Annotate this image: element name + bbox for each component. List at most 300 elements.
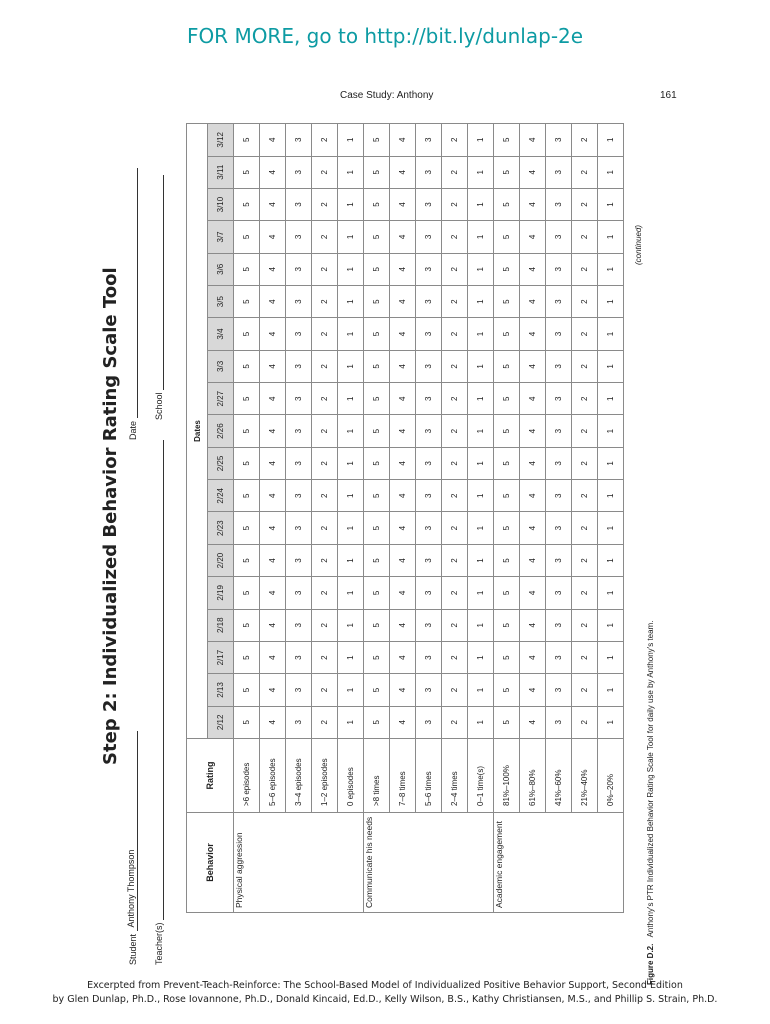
score-cell[interactable]: 4 (520, 544, 546, 576)
score-cell[interactable]: 4 (260, 156, 286, 188)
score-cell[interactable]: 2 (442, 318, 468, 350)
score-cell[interactable]: 1 (468, 415, 494, 447)
score-cell[interactable]: 5 (494, 350, 520, 382)
score-cell[interactable]: 5 (494, 415, 520, 447)
figure-label: Figure D.2. (646, 943, 655, 985)
score-cell[interactable]: 1 (598, 415, 624, 447)
score-cell[interactable]: 5 (364, 609, 390, 641)
score-cell[interactable]: 4 (520, 577, 546, 609)
score-cell[interactable]: 4 (520, 641, 546, 673)
score-cell[interactable]: 2 (572, 544, 598, 576)
score-cell[interactable]: 5 (364, 674, 390, 706)
score-cell[interactable]: 4 (390, 674, 416, 706)
score-cell[interactable]: 5 (234, 350, 260, 382)
score-cell[interactable]: 5 (234, 609, 260, 641)
footer-line-2: by Glen Dunlap, Ph.D., Rose Iovannone, Ph.D., Donald Kincaid, Ed.D., Kelly Wilson, B.S., Kathy Christiansen, M.S., and Phillip S. Strain, Ph.D. (52, 994, 718, 1005)
score-cell[interactable]: 5 (494, 156, 520, 188)
score-cell[interactable]: 3 (286, 318, 312, 350)
score-cell[interactable]: 4 (260, 480, 286, 512)
score-cell[interactable]: 3 (416, 447, 442, 479)
score-cell[interactable]: 1 (598, 383, 624, 415)
score-cell[interactable]: 4 (260, 221, 286, 253)
score-cell[interactable]: 2 (312, 221, 338, 253)
score-cell[interactable]: 3 (416, 577, 442, 609)
score-cell[interactable]: 3 (546, 318, 572, 350)
score-cell[interactable]: 3 (416, 188, 442, 220)
score-cell[interactable]: 5 (234, 285, 260, 317)
score-cell[interactable]: 4 (520, 156, 546, 188)
score-cell[interactable]: 4 (260, 609, 286, 641)
score-cell[interactable]: 4 (390, 577, 416, 609)
score-cell[interactable]: 4 (260, 285, 286, 317)
score-cell[interactable]: 1 (598, 609, 624, 641)
score-cell[interactable]: 1 (338, 124, 364, 157)
score-cell[interactable]: 1 (468, 544, 494, 576)
score-cell[interactable]: 3 (286, 124, 312, 157)
score-cell[interactable]: 4 (260, 383, 286, 415)
score-cell[interactable]: 5 (234, 706, 260, 738)
score-cell[interactable]: 4 (390, 447, 416, 479)
score-cell[interactable]: 3 (546, 674, 572, 706)
score-cell[interactable]: 2 (312, 480, 338, 512)
score-cell[interactable]: 2 (442, 415, 468, 447)
score-cell[interactable]: 3 (416, 124, 442, 157)
score-cell[interactable]: 2 (442, 124, 468, 157)
score-cell[interactable]: 4 (260, 706, 286, 738)
score-cell[interactable]: 3 (546, 221, 572, 253)
score-cell[interactable]: 4 (260, 544, 286, 576)
score-cell[interactable]: 1 (468, 480, 494, 512)
score-cell[interactable]: 4 (520, 350, 546, 382)
score-cell[interactable]: 3 (286, 253, 312, 285)
score-cell[interactable]: 2 (312, 350, 338, 382)
score-cell[interactable]: 2 (312, 447, 338, 479)
score-cell[interactable]: 1 (598, 544, 624, 576)
score-cell[interactable]: 3 (546, 383, 572, 415)
score-cell[interactable]: 2 (572, 577, 598, 609)
score-cell[interactable]: 1 (338, 318, 364, 350)
score-cell[interactable]: 1 (598, 188, 624, 220)
score-cell[interactable]: 1 (598, 480, 624, 512)
score-cell[interactable]: 1 (598, 285, 624, 317)
score-cell[interactable]: 3 (416, 674, 442, 706)
score-cell[interactable]: 5 (494, 512, 520, 544)
score-cell[interactable]: 2 (312, 706, 338, 738)
table-row (260, 124, 286, 913)
score-cell[interactable]: 2 (442, 544, 468, 576)
score-cell[interactable]: 4 (520, 609, 546, 641)
score-cell[interactable]: 5 (364, 285, 390, 317)
score-cell[interactable]: 5 (494, 544, 520, 576)
score-cell[interactable]: 3 (546, 544, 572, 576)
score-cell[interactable]: 5 (364, 156, 390, 188)
score-cell[interactable]: 5 (494, 188, 520, 220)
score-cell[interactable]: 1 (598, 124, 624, 157)
score-cell[interactable]: 2 (442, 253, 468, 285)
score-cell[interactable]: 2 (442, 512, 468, 544)
score-cell[interactable]: 5 (494, 609, 520, 641)
score-cell[interactable]: 3 (416, 221, 442, 253)
score-cell[interactable]: 2 (312, 674, 338, 706)
score-cell[interactable]: 5 (234, 577, 260, 609)
score-cell[interactable]: 1 (468, 641, 494, 673)
score-cell[interactable]: 1 (338, 512, 364, 544)
date-header-cell: 3/10 (208, 188, 234, 220)
score-cell[interactable]: 5 (494, 253, 520, 285)
score-cell[interactable]: 4 (260, 188, 286, 220)
score-cell[interactable]: 5 (364, 124, 390, 157)
score-cell[interactable]: 2 (572, 318, 598, 350)
score-cell[interactable]: 2 (312, 285, 338, 317)
score-cell[interactable]: 1 (598, 318, 624, 350)
score-cell[interactable]: 4 (520, 383, 546, 415)
score-cell[interactable]: 3 (416, 350, 442, 382)
score-cell[interactable]: 1 (468, 577, 494, 609)
score-cell[interactable]: 3 (416, 512, 442, 544)
score-cell[interactable]: 4 (520, 674, 546, 706)
score-cell[interactable]: 4 (390, 641, 416, 673)
score-cell[interactable]: 5 (364, 641, 390, 673)
score-cell[interactable]: 3 (416, 415, 442, 447)
score-cell[interactable]: 5 (234, 318, 260, 350)
score-cell[interactable]: 3 (416, 480, 442, 512)
score-cell[interactable]: 3 (416, 285, 442, 317)
score-cell[interactable]: 3 (286, 641, 312, 673)
score-cell[interactable]: 4 (390, 415, 416, 447)
score-cell[interactable]: 1 (468, 253, 494, 285)
score-cell[interactable]: 4 (520, 221, 546, 253)
score-cell[interactable]: 4 (390, 253, 416, 285)
score-cell[interactable]: 2 (442, 383, 468, 415)
score-cell[interactable]: 5 (234, 674, 260, 706)
score-cell[interactable]: 5 (234, 480, 260, 512)
score-cell[interactable]: 2 (312, 383, 338, 415)
score-cell[interactable]: 4 (260, 253, 286, 285)
score-cell[interactable]: 5 (494, 383, 520, 415)
score-cell[interactable]: 4 (260, 124, 286, 157)
score-cell[interactable]: 5 (364, 512, 390, 544)
score-cell[interactable]: 2 (442, 609, 468, 641)
score-cell[interactable]: 5 (364, 383, 390, 415)
score-cell[interactable]: 3 (286, 415, 312, 447)
score-cell[interactable]: 1 (598, 512, 624, 544)
score-cell[interactable]: 2 (312, 188, 338, 220)
score-cell[interactable]: 4 (260, 577, 286, 609)
date-field (126, 168, 138, 440)
score-cell[interactable]: 2 (312, 641, 338, 673)
score-cell[interactable]: 4 (260, 512, 286, 544)
score-cell[interactable]: 2 (312, 156, 338, 188)
score-cell[interactable]: 3 (546, 447, 572, 479)
score-cell[interactable]: 3 (286, 609, 312, 641)
score-cell[interactable]: 1 (338, 415, 364, 447)
score-cell[interactable]: 1 (338, 447, 364, 479)
score-cell[interactable]: 1 (338, 285, 364, 317)
score-cell[interactable]: 4 (520, 253, 546, 285)
score-cell[interactable]: 5 (234, 188, 260, 220)
score-cell[interactable]: 4 (520, 447, 546, 479)
score-cell[interactable]: 4 (260, 318, 286, 350)
score-cell[interactable]: 1 (468, 124, 494, 157)
score-cell[interactable]: 1 (468, 188, 494, 220)
score-cell[interactable]: 2 (572, 188, 598, 220)
score-cell[interactable]: 5 (494, 577, 520, 609)
score-cell[interactable]: 2 (442, 188, 468, 220)
score-cell[interactable]: 1 (468, 706, 494, 738)
score-cell[interactable]: 1 (598, 221, 624, 253)
score-cell[interactable]: 1 (468, 512, 494, 544)
score-cell[interactable]: 1 (598, 706, 624, 738)
score-cell[interactable]: 2 (312, 415, 338, 447)
score-cell[interactable]: 1 (338, 350, 364, 382)
score-cell[interactable]: 4 (390, 383, 416, 415)
score-cell[interactable]: 3 (286, 285, 312, 317)
score-cell[interactable]: 2 (572, 285, 598, 317)
score-cell[interactable]: 4 (390, 609, 416, 641)
score-cell[interactable]: 2 (572, 156, 598, 188)
behavior-name-cell: Academic engagement (494, 813, 624, 913)
score-cell[interactable]: 4 (520, 706, 546, 738)
score-cell[interactable]: 5 (494, 706, 520, 738)
score-cell[interactable]: 5 (364, 188, 390, 220)
date-header-cell: 2/24 (208, 480, 234, 512)
score-cell[interactable]: 1 (338, 221, 364, 253)
score-cell[interactable]: 4 (520, 512, 546, 544)
score-cell[interactable]: 3 (546, 188, 572, 220)
score-cell[interactable]: 4 (520, 480, 546, 512)
score-cell[interactable]: 1 (468, 221, 494, 253)
score-cell[interactable]: 5 (364, 415, 390, 447)
score-cell[interactable]: 4 (390, 124, 416, 157)
score-cell[interactable]: 2 (442, 577, 468, 609)
score-cell[interactable]: 2 (442, 641, 468, 673)
score-cell[interactable]: 3 (546, 415, 572, 447)
score-cell[interactable]: 3 (416, 318, 442, 350)
score-cell[interactable]: 1 (468, 156, 494, 188)
score-cell[interactable]: 5 (234, 253, 260, 285)
score-cell[interactable]: 4 (390, 318, 416, 350)
score-cell[interactable]: 3 (546, 480, 572, 512)
score-cell[interactable]: 1 (468, 318, 494, 350)
score-cell[interactable]: 4 (390, 544, 416, 576)
score-cell[interactable]: 4 (520, 318, 546, 350)
score-cell[interactable]: 2 (572, 350, 598, 382)
score-cell[interactable]: 2 (442, 674, 468, 706)
score-cell[interactable]: 4 (260, 415, 286, 447)
rating-table (186, 123, 624, 913)
rating-label-cell: 5–6 times (416, 739, 442, 813)
score-cell[interactable]: 3 (546, 124, 572, 157)
score-cell[interactable]: 5 (364, 544, 390, 576)
score-cell[interactable]: 5 (364, 447, 390, 479)
score-cell[interactable]: 2 (442, 480, 468, 512)
score-cell[interactable]: 1 (468, 674, 494, 706)
score-cell[interactable]: 1 (338, 480, 364, 512)
score-cell[interactable]: 1 (598, 253, 624, 285)
score-cell[interactable]: 2 (572, 415, 598, 447)
score-cell[interactable]: 2 (572, 383, 598, 415)
score-cell[interactable]: 2 (572, 447, 598, 479)
score-cell[interactable]: 2 (572, 221, 598, 253)
score-cell[interactable]: 4 (260, 447, 286, 479)
score-cell[interactable]: 3 (546, 706, 572, 738)
table-row (598, 124, 624, 913)
score-cell[interactable]: 3 (546, 253, 572, 285)
score-cell[interactable]: 3 (286, 447, 312, 479)
score-cell[interactable]: 5 (364, 253, 390, 285)
score-cell[interactable]: 5 (494, 674, 520, 706)
score-cell[interactable]: 4 (390, 350, 416, 382)
score-cell[interactable]: 1 (598, 350, 624, 382)
score-cell[interactable]: 2 (442, 706, 468, 738)
score-cell[interactable]: 3 (416, 156, 442, 188)
score-cell[interactable]: 3 (286, 383, 312, 415)
score-cell[interactable]: 5 (364, 221, 390, 253)
score-cell[interactable]: 3 (286, 544, 312, 576)
score-cell[interactable]: 4 (260, 674, 286, 706)
table-row (364, 124, 390, 913)
score-cell[interactable]: 5 (364, 706, 390, 738)
score-cell[interactable]: 2 (442, 221, 468, 253)
score-cell[interactable]: 5 (234, 383, 260, 415)
score-cell[interactable]: 5 (234, 156, 260, 188)
score-cell[interactable]: 3 (286, 706, 312, 738)
score-cell[interactable]: 3 (286, 188, 312, 220)
score-cell[interactable]: 5 (234, 221, 260, 253)
score-cell[interactable]: 2 (572, 706, 598, 738)
score-cell[interactable]: 1 (468, 285, 494, 317)
score-cell[interactable]: 5 (364, 318, 390, 350)
score-cell[interactable]: 5 (494, 480, 520, 512)
score-cell[interactable]: 5 (494, 641, 520, 673)
score-cell[interactable]: 5 (234, 124, 260, 157)
score-cell[interactable]: 2 (312, 609, 338, 641)
score-cell[interactable]: 2 (572, 609, 598, 641)
score-cell[interactable]: 2 (312, 512, 338, 544)
score-cell[interactable]: 3 (286, 350, 312, 382)
score-cell[interactable]: 3 (416, 609, 442, 641)
score-cell[interactable]: 4 (260, 350, 286, 382)
score-cell[interactable]: 2 (572, 674, 598, 706)
score-cell[interactable]: 1 (598, 674, 624, 706)
score-cell[interactable]: 3 (416, 253, 442, 285)
score-cell[interactable]: 5 (234, 447, 260, 479)
score-cell[interactable]: 3 (286, 156, 312, 188)
score-cell[interactable]: 5 (234, 512, 260, 544)
score-cell[interactable]: 1 (338, 383, 364, 415)
score-cell[interactable]: 3 (546, 285, 572, 317)
score-cell[interactable]: 3 (286, 674, 312, 706)
score-cell[interactable]: 3 (546, 609, 572, 641)
score-cell[interactable]: 1 (598, 447, 624, 479)
score-cell[interactable]: 1 (338, 577, 364, 609)
score-cell[interactable]: 5 (494, 221, 520, 253)
score-cell[interactable]: 3 (286, 480, 312, 512)
score-cell[interactable]: 1 (468, 350, 494, 382)
score-cell[interactable]: 5 (234, 544, 260, 576)
score-cell[interactable]: 1 (338, 641, 364, 673)
score-cell[interactable]: 2 (442, 350, 468, 382)
score-cell[interactable]: 3 (416, 641, 442, 673)
score-cell[interactable]: 1 (598, 156, 624, 188)
score-cell[interactable]: 2 (572, 512, 598, 544)
score-cell[interactable]: 3 (416, 383, 442, 415)
score-cell[interactable]: 5 (364, 480, 390, 512)
score-cell[interactable]: 1 (598, 641, 624, 673)
score-cell[interactable]: 3 (286, 221, 312, 253)
score-cell[interactable]: 3 (546, 156, 572, 188)
score-cell[interactable]: 2 (572, 253, 598, 285)
score-cell[interactable]: 5 (494, 285, 520, 317)
score-cell[interactable]: 1 (468, 609, 494, 641)
score-cell[interactable]: 2 (312, 124, 338, 157)
score-cell[interactable]: 3 (546, 577, 572, 609)
score-cell[interactable]: 2 (312, 577, 338, 609)
score-cell[interactable]: 4 (390, 188, 416, 220)
score-cell[interactable]: 3 (546, 641, 572, 673)
score-cell[interactable]: 1 (338, 188, 364, 220)
score-cell[interactable]: 4 (520, 415, 546, 447)
score-cell[interactable]: 2 (442, 285, 468, 317)
score-cell[interactable]: 1 (338, 156, 364, 188)
score-cell[interactable]: 1 (468, 383, 494, 415)
score-cell[interactable]: 1 (598, 577, 624, 609)
score-cell[interactable]: 5 (494, 124, 520, 157)
score-cell[interactable]: 1 (338, 706, 364, 738)
score-cell[interactable]: 3 (416, 706, 442, 738)
score-cell[interactable]: 1 (338, 544, 364, 576)
score-cell[interactable]: 2 (572, 480, 598, 512)
score-cell[interactable]: 4 (390, 480, 416, 512)
score-cell[interactable]: 2 (312, 318, 338, 350)
score-cell[interactable]: 4 (520, 188, 546, 220)
date-header-cell: 2/18 (208, 609, 234, 641)
score-cell[interactable]: 3 (416, 544, 442, 576)
score-cell[interactable]: 4 (520, 285, 546, 317)
school-field (152, 175, 164, 420)
score-cell[interactable]: 2 (572, 641, 598, 673)
score-cell[interactable]: 5 (234, 415, 260, 447)
score-cell[interactable]: 3 (546, 512, 572, 544)
score-cell[interactable]: 3 (286, 512, 312, 544)
score-cell[interactable]: 2 (442, 447, 468, 479)
score-cell[interactable]: 1 (338, 609, 364, 641)
score-cell[interactable]: 3 (546, 350, 572, 382)
score-cell[interactable]: 4 (390, 512, 416, 544)
score-cell[interactable]: 4 (390, 156, 416, 188)
score-cell[interactable]: 4 (390, 706, 416, 738)
date-header-cell: 2/27 (208, 383, 234, 415)
score-cell[interactable]: 5 (494, 447, 520, 479)
score-cell[interactable]: 2 (312, 253, 338, 285)
score-cell[interactable]: 2 (312, 544, 338, 576)
score-cell[interactable]: 5 (234, 641, 260, 673)
score-cell[interactable]: 5 (494, 318, 520, 350)
score-cell[interactable]: 4 (390, 221, 416, 253)
date-header-cell: 3/6 (208, 253, 234, 285)
score-cell[interactable]: 4 (520, 124, 546, 157)
score-cell[interactable]: 1 (338, 674, 364, 706)
score-cell[interactable]: 2 (572, 124, 598, 157)
score-cell[interactable]: 5 (364, 350, 390, 382)
score-cell[interactable]: 4 (260, 641, 286, 673)
score-cell[interactable]: 4 (390, 285, 416, 317)
score-cell[interactable]: 3 (286, 577, 312, 609)
score-cell[interactable]: 1 (338, 253, 364, 285)
score-cell[interactable]: 5 (364, 577, 390, 609)
score-cell[interactable]: 2 (442, 156, 468, 188)
score-cell[interactable]: 1 (468, 447, 494, 479)
